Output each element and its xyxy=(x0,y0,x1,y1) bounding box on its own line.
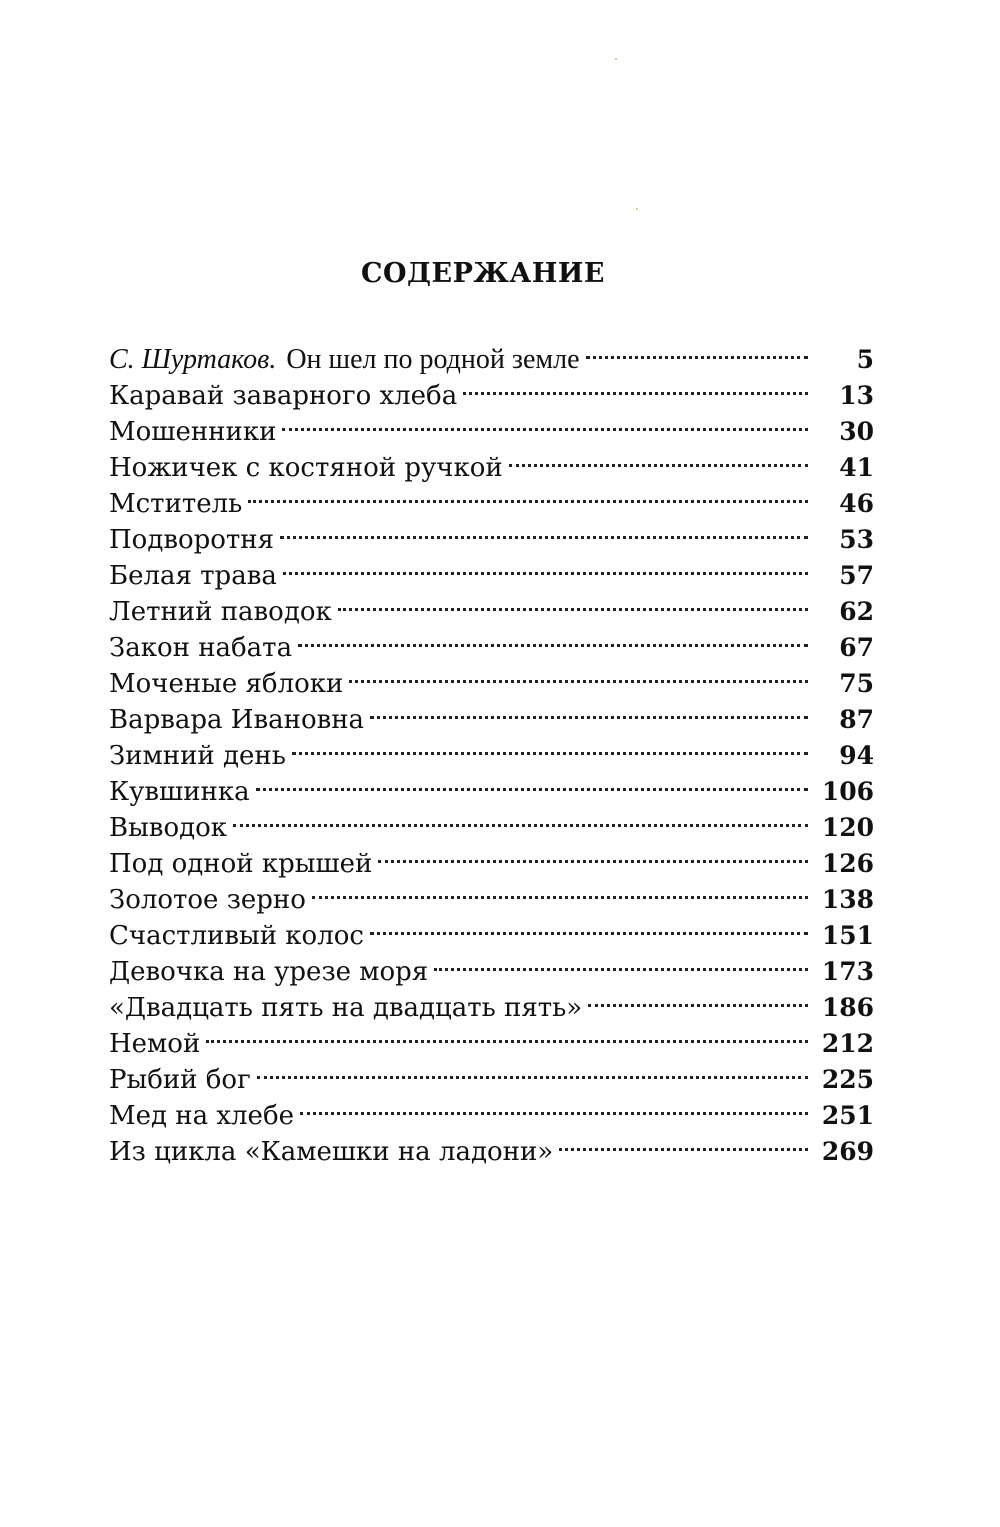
entry-page-number: 5 xyxy=(856,345,874,374)
dot-leader xyxy=(434,944,808,980)
entry-page-number: 120 xyxy=(821,813,874,842)
dot-leader xyxy=(509,440,808,476)
dot-leader xyxy=(349,656,808,692)
dot-leader xyxy=(559,1124,808,1160)
entry-page-number: 173 xyxy=(821,957,874,986)
entry-title: Счастливый колос xyxy=(109,921,364,951)
entry-page-number: 67 xyxy=(839,633,874,662)
dot-leader xyxy=(300,1088,808,1124)
entry-title: Каравай заварного хлеба xyxy=(109,381,458,411)
entry-title: «Двадцать пять на двадцать пять» xyxy=(109,993,583,1023)
entry-page-number: 75 xyxy=(839,669,874,698)
dot-leader xyxy=(280,512,808,548)
entry-page-number: 269 xyxy=(821,1137,874,1166)
dot-leader xyxy=(282,404,808,440)
entry-page-number: 151 xyxy=(821,921,874,950)
entry-title: Кувшинка xyxy=(109,777,250,807)
dot-leader xyxy=(312,872,808,908)
entry-title: Варвара Ивановна xyxy=(109,705,365,735)
entry-page-number: 186 xyxy=(821,993,874,1022)
entry-title: Закон набата xyxy=(109,633,293,663)
dot-leader xyxy=(370,908,808,944)
dot-leader xyxy=(256,764,808,800)
entry-page-number: 57 xyxy=(839,561,874,590)
dot-leader xyxy=(463,368,808,404)
entry-author: С. Шуртаков. xyxy=(109,344,277,375)
entry-title: Из цикла «Камешки на ладони» xyxy=(109,1137,554,1167)
paper-speck xyxy=(636,208,638,210)
entry-page-number: 30 xyxy=(839,417,874,446)
entry-page-number: 138 xyxy=(821,885,874,914)
entry-title: Белая трава xyxy=(109,561,277,591)
entry-page-number: 13 xyxy=(839,381,874,410)
contents-entry xyxy=(109,1016,874,1059)
dot-leader xyxy=(588,980,808,1016)
entry-title: Он шел по родной земле xyxy=(286,344,580,375)
entry-page-number: 46 xyxy=(839,489,874,518)
entry-title: Зимний день xyxy=(109,741,286,771)
dot-leader xyxy=(248,476,808,512)
entry-title: Под одной крышей xyxy=(109,849,373,879)
entry-title: Девочка на урезе моря xyxy=(109,957,429,987)
entry-title: Мститель xyxy=(109,489,243,519)
dot-leader xyxy=(283,548,808,584)
entry-title: Подворотня xyxy=(109,525,275,555)
entry-page-number: 225 xyxy=(821,1065,874,1094)
entry-title: Рыбий бог xyxy=(109,1065,251,1095)
entry-title: Моченые яблоки xyxy=(109,669,344,699)
entry-title: Золотое зерно xyxy=(109,885,306,915)
contents-entry xyxy=(109,332,874,375)
dot-leader xyxy=(233,800,808,836)
dot-leader xyxy=(292,728,808,764)
entry-page-number: 126 xyxy=(821,849,874,878)
contents-heading: СОДЕРЖАНИЕ xyxy=(361,258,605,289)
entry-title: Ножичек с костяной ручкой xyxy=(109,453,503,483)
dot-leader xyxy=(257,1052,808,1088)
entry-title: Летний паводок xyxy=(109,597,332,627)
entry-title: Немой xyxy=(109,1029,201,1059)
entry-title: Мошенники xyxy=(109,417,277,447)
entry-page-number: 251 xyxy=(821,1101,874,1130)
entry-page-number: 62 xyxy=(839,597,874,626)
entry-title: Мед на хлебе xyxy=(109,1101,294,1131)
dot-leader xyxy=(298,620,808,656)
entry-title: Выводок xyxy=(109,813,228,843)
entry-page-number: 53 xyxy=(839,525,874,554)
entry-page-number: 41 xyxy=(839,453,874,482)
entry-page-number: 212 xyxy=(821,1029,874,1058)
contents-entry xyxy=(109,1052,874,1095)
entry-page-number: 106 xyxy=(821,777,874,806)
entry-page-number: 94 xyxy=(839,741,874,770)
entry-page-number: 87 xyxy=(839,705,874,734)
dot-leader xyxy=(370,692,808,728)
dot-leader xyxy=(378,836,808,872)
contents-list xyxy=(109,332,874,1167)
dot-leader xyxy=(586,332,809,368)
dot-leader xyxy=(338,584,808,620)
paper-speck xyxy=(615,58,617,60)
dot-leader xyxy=(206,1016,808,1052)
